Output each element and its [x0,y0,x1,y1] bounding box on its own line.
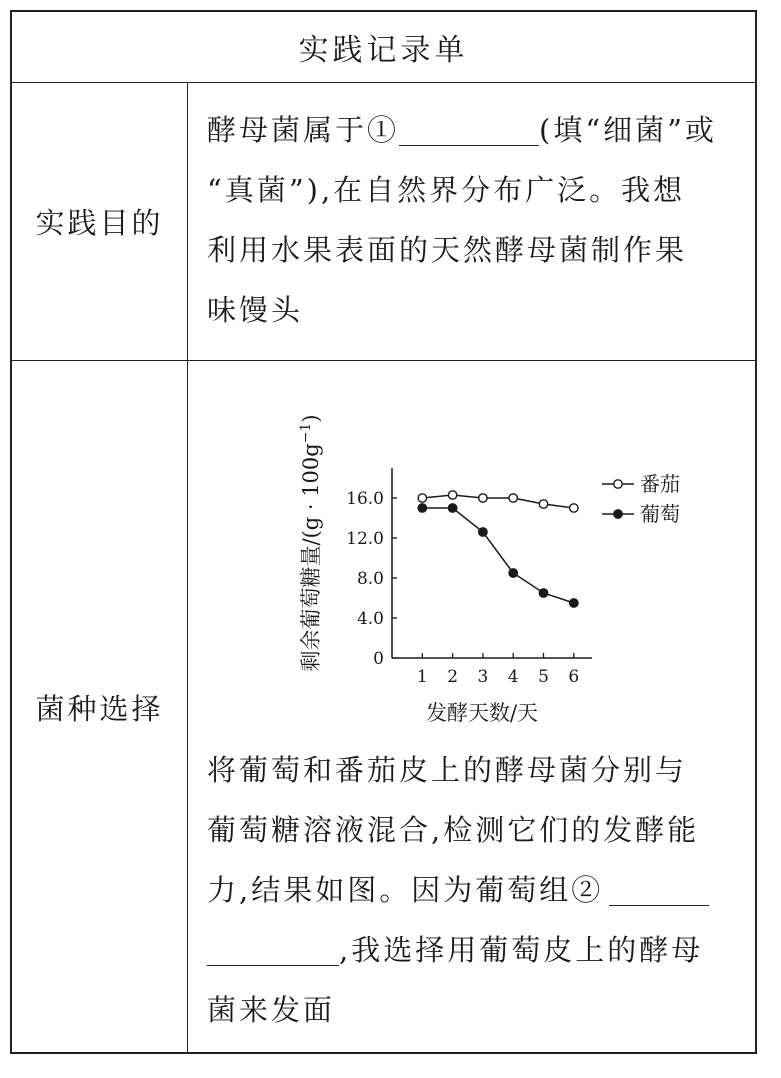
legend-label: 番茄 [640,472,680,496]
glucose-line-chart [272,384,702,729]
data-point [539,589,547,597]
x-tick-label: 3 [477,667,489,687]
text-segment: ,我选择用葡萄皮上的酵母 [339,933,704,967]
data-point [570,504,578,512]
text-line [207,920,752,980]
y-tick-label: 16.0 [346,489,384,509]
data-point [448,504,456,512]
y-axis-label-tail: ) [299,414,323,423]
y-tick-label: 12.0 [346,529,384,549]
text-segment: 酵母菌属于① [207,113,400,147]
legend-marker [614,480,622,488]
x-tick-label: 6 [568,667,580,687]
series-line-grape [422,508,574,603]
selection-text [207,740,752,1040]
text-line [207,860,752,920]
series-line-tomato [422,495,574,508]
divider-column [187,82,188,1052]
answer-blank-2[interactable] [609,871,709,906]
text-segment: (填“细菌”或 [539,113,717,147]
data-point [448,491,456,499]
data-point [539,500,547,508]
answer-blank-1[interactable] [399,111,539,146]
answer-blank-2-continued[interactable] [207,931,339,966]
text-line: 葡萄糖溶液混合,检测它们的发酵能 [207,813,700,847]
text-line: 味馒头 [207,293,304,327]
y-tick-label: 0 [373,649,384,669]
text-line [207,100,752,160]
legend-marker [614,510,622,518]
y-tick-label: 4.0 [356,609,384,629]
y-axis-label-superscript: −1 [298,422,314,444]
y-tick-label: 8.0 [356,569,384,589]
data-point [418,504,426,512]
row-label-purpose: 实践目的 [35,205,164,240]
text-line: 利用水果表面的天然酵母菌制作果 [207,233,688,267]
row-label-strain-selection: 菌种选择 [35,691,164,726]
x-tick-label: 4 [507,667,519,687]
text-line: “真菌”),在自然界分布广泛。我想 [207,173,686,207]
x-axis-label: 发酵天数/天 [425,701,539,725]
purpose-text [207,100,752,340]
x-tick-label: 2 [447,667,459,687]
x-tick-label: 1 [416,667,428,687]
text-line: 将葡萄和番茄皮上的酵母菌分别与 [207,753,688,787]
sheet-title: 实践记录单 [298,33,469,68]
text-segment: 力,结果如图。因为葡萄组② [207,873,604,907]
data-point [479,494,487,502]
data-point [479,528,487,536]
data-point [418,494,426,502]
data-point [509,494,517,502]
data-point [509,569,517,577]
legend-label: 葡萄 [640,502,680,526]
x-tick-label: 5 [538,667,549,687]
practice-record-sheet [10,10,757,1054]
text-line: 菌来发面 [207,993,336,1027]
data-point [570,599,578,607]
y-axis-label: 剩余葡萄糖量$/(g \cdot 100g^{-1})$ [298,414,323,672]
